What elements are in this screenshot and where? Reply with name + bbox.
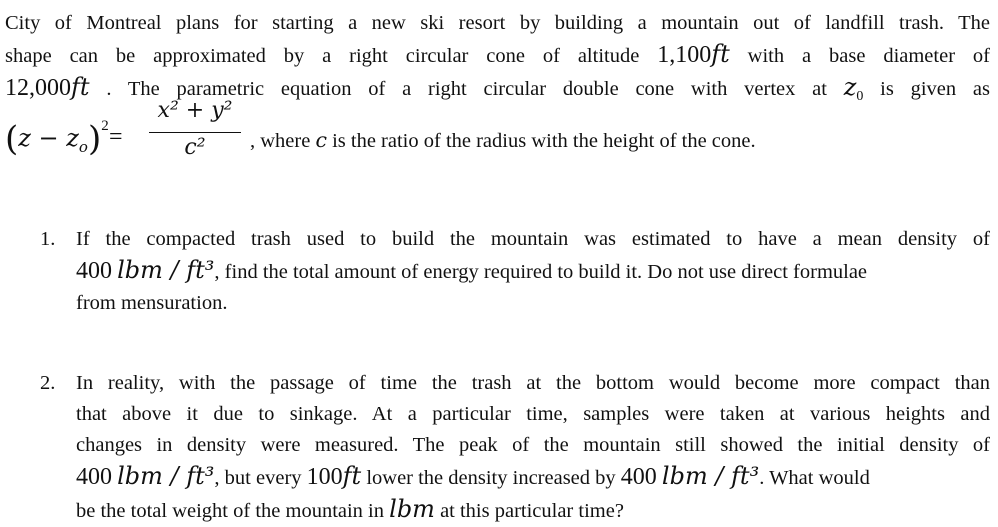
lhs-exponent: 2 xyxy=(101,118,109,134)
lhs-sub: o xyxy=(78,137,88,156)
equation-description xyxy=(250,128,756,153)
question-body xyxy=(76,224,990,319)
fraction-bar xyxy=(149,132,241,133)
density-value: 400 xyxy=(76,258,112,284)
cone-equation xyxy=(5,98,995,180)
density-value: 400 xyxy=(76,464,112,490)
density-increase-unit: lbm / ft³ xyxy=(661,462,760,490)
question-text: , but every xyxy=(214,467,302,489)
question-text: lower the density increased by xyxy=(366,467,616,489)
question-line: If the compacted trash used to build the mountain was estimated to have a mean density of xyxy=(76,228,990,250)
question-text: , find the total amount of energy required to build it. Do not use direct formulae xyxy=(214,261,868,283)
fraction-denominator: c² xyxy=(184,135,206,160)
diameter-unit: ft xyxy=(71,73,90,101)
question-text: at this particular time? xyxy=(440,500,624,522)
diameter-value: 12,000 xyxy=(5,75,71,101)
question-number: 2. xyxy=(40,372,56,394)
question-text: . What would xyxy=(759,467,870,489)
desc-var: c xyxy=(315,128,327,152)
intro-line-1: City of Montreal plans for starting a new ski resort by building a mountain out of landfill trash. The xyxy=(5,12,990,34)
equation-fraction xyxy=(145,98,245,160)
intro-paragraph xyxy=(5,8,990,112)
lhs-variable: z − z xyxy=(18,124,79,152)
question-line xyxy=(76,461,990,494)
desc-text: is the ratio of the radius with the height of the cone. xyxy=(332,130,756,152)
height-step-unit: ft xyxy=(342,462,362,490)
question-line: changes in density were measured. The peak of the mountain still showed the initial density of xyxy=(76,434,990,456)
intro-text: shape can be approximated by a right circular cone of altitude xyxy=(5,45,640,67)
vertex-sub: 0 xyxy=(856,89,864,105)
weight-unit: lbm xyxy=(389,495,435,523)
intro-line-2 xyxy=(5,39,990,72)
intro-text: . The parametric equation of a right circular double cone with vertex at xyxy=(106,78,827,100)
vertex-var: z xyxy=(843,73,857,101)
desc-text: , where xyxy=(250,130,311,152)
question-line: from mensuration. xyxy=(76,292,228,314)
question-body xyxy=(76,368,990,527)
altitude-unit: ft xyxy=(711,40,730,68)
intro-text: with a base diameter of xyxy=(747,45,990,67)
fraction-numerator: x² + y² xyxy=(157,98,233,123)
question-line: that above it due to sinkage. At a particular time, samples were taken at various heights and xyxy=(76,403,990,425)
density-increase-value: 400 xyxy=(620,464,657,490)
question-line: In reality, with the passage of time the trash at the bottom would become more compact than xyxy=(76,372,990,394)
equation-lhs: $(z - z_o)^2$ xyxy=(5,118,109,159)
question-line xyxy=(76,494,990,527)
question-number: 1. xyxy=(40,228,56,250)
density-unit: lbm / ft³ xyxy=(117,256,215,284)
height-step-value: 100 xyxy=(306,464,343,490)
equals-sign: = xyxy=(109,124,123,150)
vertex-symbol xyxy=(843,73,864,105)
intro-text: is given as xyxy=(880,78,991,100)
altitude-value: 1,100 xyxy=(657,42,712,68)
diameter-group xyxy=(5,73,90,101)
density-unit: lbm / ft³ xyxy=(117,462,215,490)
question-line xyxy=(76,255,990,288)
question-text: be the total weight of the mountain in xyxy=(76,500,385,522)
